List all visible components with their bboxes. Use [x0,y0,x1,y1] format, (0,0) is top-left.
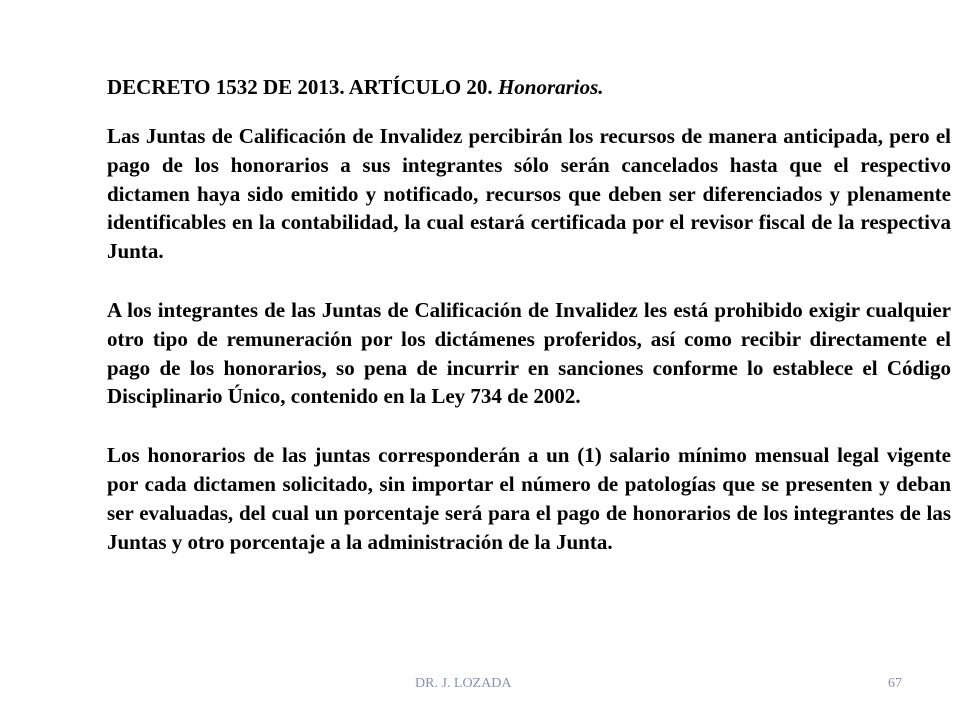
paragraph-remuneration-prohibition: A los integrantes de las Juntas de Calificación de Invalidez les está prohibido exigir cualquier otro tipo de remuneración por los dictámenes proferidos, así como recibir directamente el pago de los honorarios, so pena de incurrir en sanciones conforme lo establece el Código Disciplinario Único, contenido en la Ley 734 de 2002. [107,297,951,409]
footer-page-number: 67 [888,676,902,691]
slide-content [107,70,951,586]
decree-heading [107,70,951,104]
paragraph-advance-payment: Las Juntas de Calificación de Invalidez percibirán los recursos de manera anticipada, pero el pago de los honorarios a sus integrantes sólo serán cancelados hasta que el respectivo dictamen haya sido emitido y notificado, recursos que deben ser diferenciados y plenamente identificables en la contabilidad, la cual estará certificada por el revisor fiscal de la respectiva Junta. [107,124,951,264]
paragraph-fee-amount: Los honorarios de las juntas corresponderán a un (1) salario mínimo mensual legal vigente por cada dictamen solicitado, sin importar el número de patologías que se presenten y deban ser evaluadas, del cual un porcentaje será para el pago de honorarios de los integrantes de las Juntas y otro porcentaje a la administración de la Junta. [107,443,951,554]
decree-heading-prefix: DECRETO 1532 DE 2013. ARTÍCULO 20. [107,75,498,99]
decree-heading-topic: Honorarios. [497,75,604,99]
footer-author: DR. J. LOZADA [415,676,512,691]
